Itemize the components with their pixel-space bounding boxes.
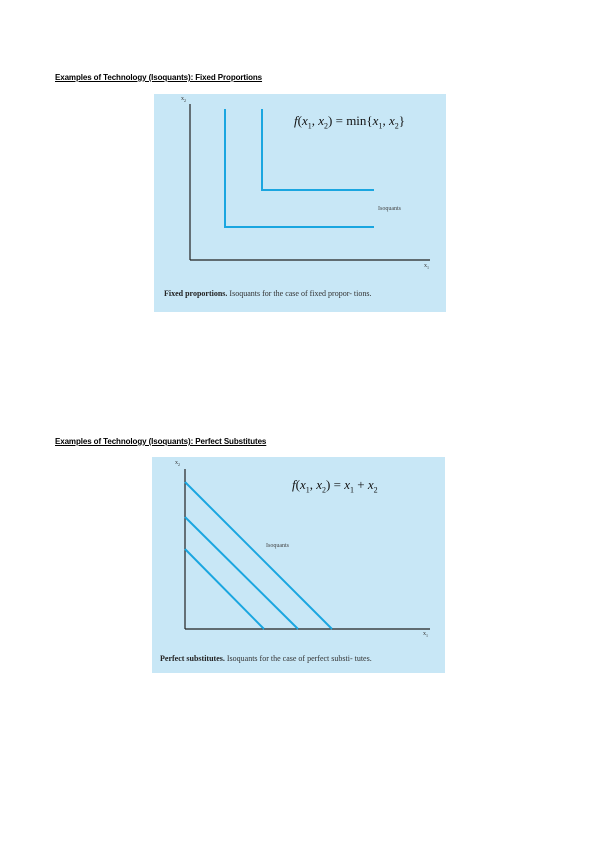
isoquants-label: Isoquants — [378, 206, 401, 212]
section-heading-perfect-substitutes: Examples of Technology (Isoquants): Perfect Substitutes — [55, 437, 267, 446]
y-axis-label: $x_2$ — [175, 460, 180, 468]
isoquant-line-2 — [185, 517, 298, 629]
figure-perfect-substitutes — [152, 457, 445, 673]
figure-fixed-proportions — [154, 94, 446, 312]
caption-text: Isoquants for the case of perfect substi- tutes. — [226, 654, 372, 663]
caption-title: Perfect substitutes. — [160, 654, 225, 663]
production-function: $f(x_1$, $x_2) = \min\{x_1$, $x_2$} — [294, 113, 405, 131]
isoquants-label: Isoquants — [266, 543, 289, 549]
x-axis-label: $x_1$ — [423, 631, 428, 639]
figure-caption — [160, 653, 440, 664]
figure-caption — [164, 288, 440, 299]
y-axis-label: $x_2$ — [181, 96, 186, 104]
isoquant-line-1 — [185, 549, 264, 629]
isoquant-line-3 — [185, 482, 332, 629]
caption-title: Fixed proportions. — [164, 289, 228, 298]
section-heading-fixed-proportions: Examples of Technology (Isoquants): Fixed Proportions — [55, 73, 263, 82]
production-function: $f(x_1$, $x_2) = x_1 + x_2$ — [292, 477, 378, 495]
x-axis-label: $x_1$ — [424, 263, 429, 271]
caption-text: Isoquants for the case of fixed propor- tions. — [229, 289, 372, 298]
